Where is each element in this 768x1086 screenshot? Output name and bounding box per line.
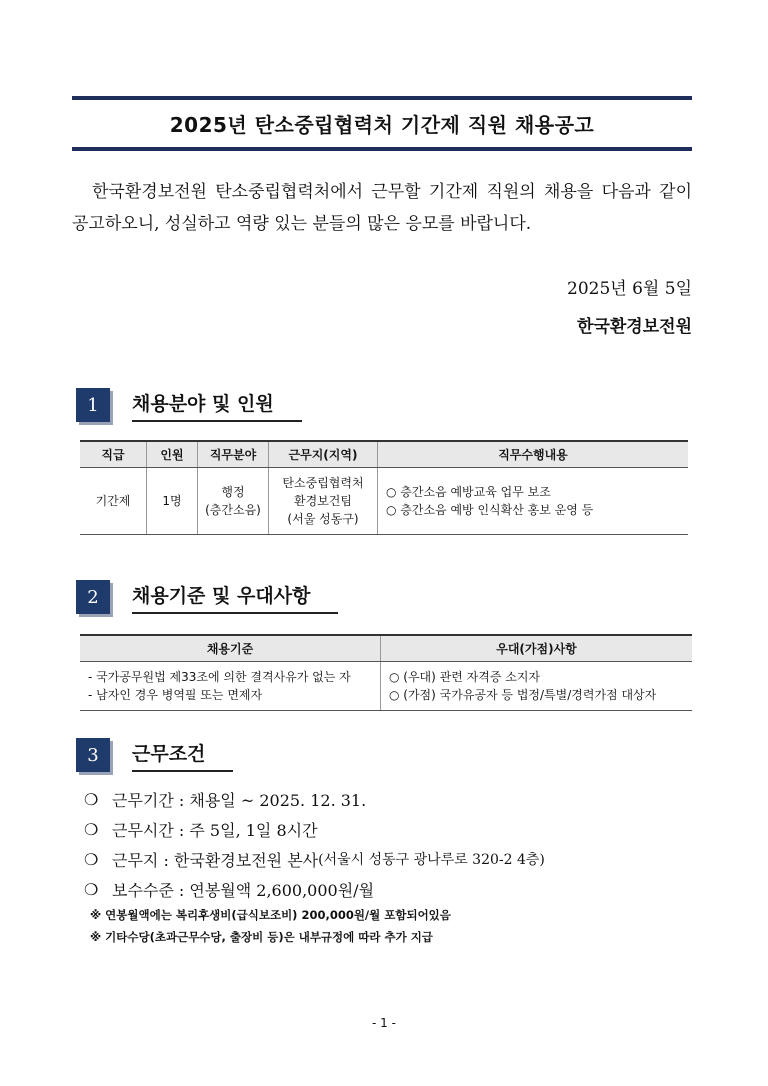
- page-number: - 1 -: [372, 1016, 396, 1030]
- table-header: 근무지(지역): [269, 441, 378, 468]
- note-item: ※ 기타수당(초과근무수당, 출장비 등)은 내부규정에 따라 추가 지급: [90, 930, 433, 944]
- list-item: [84, 784, 545, 814]
- preference-item: ○ (우대) 관련 자격증 소지자: [389, 670, 541, 684]
- section-title: 근무조건: [132, 739, 233, 772]
- section-title: 채용분야 및 인원: [132, 389, 302, 422]
- table-header-row: [80, 635, 692, 662]
- announcement-date: 2025년 6월 5일: [567, 279, 692, 299]
- condition-text: 근무지 : 한국환경보전원 본사: [112, 850, 319, 870]
- section-3-header: [76, 738, 233, 772]
- place-line: (서울 성동구): [287, 512, 359, 526]
- criteria-table: [80, 634, 692, 711]
- title-bottom-rule: [72, 147, 692, 151]
- page-title: 2025년 탄소중립협력처 기간제 직원 채용공고: [169, 113, 595, 137]
- table-header: 직급: [80, 441, 147, 468]
- title-block: [72, 96, 692, 151]
- circle-bullet-icon: ❍: [84, 879, 99, 899]
- table-header: 인원: [147, 441, 198, 468]
- preference-cell: [381, 662, 693, 711]
- table-header-row: [80, 441, 688, 468]
- table-header: 채용기준: [80, 635, 381, 662]
- criteria-item: - 남자인 경우 병역필 또는 면제자: [88, 688, 263, 702]
- section-2-header: [76, 580, 338, 614]
- note-item: ※ 연봉월액에는 복리후생비(급식보조비) 200,000원/월 포함되어있음: [90, 908, 451, 922]
- duties-cell: [378, 468, 689, 535]
- work-conditions-list: [84, 784, 545, 904]
- criteria-item: - 국가공무원법 제33조에 의한 결격사유가 없는 자: [88, 670, 351, 684]
- list-item: [84, 814, 545, 844]
- section-title: 채용기준 및 우대사항: [132, 581, 338, 614]
- organization-name: 한국환경보전원: [577, 317, 692, 337]
- criteria-cell: [80, 662, 381, 711]
- notes: [90, 904, 451, 948]
- field-line: 행정: [221, 485, 245, 499]
- preference-item: ○ (가점) 국가유공자 등 법정/특별/경력가점 대상자: [389, 688, 657, 702]
- address-text: (서울시 성동구 광나루로 320-2 4층): [318, 852, 545, 868]
- table-row: [80, 468, 688, 535]
- table-header: 직무수행내용: [378, 441, 689, 468]
- count-cell: 1명: [147, 468, 198, 535]
- place-line: 환경보건팀: [294, 494, 352, 508]
- table-row: [80, 662, 692, 711]
- field-cell: [198, 468, 269, 535]
- rank-cell: 기간제: [80, 468, 147, 535]
- table-header: 직무분야: [198, 441, 269, 468]
- place-line: 탄소중립협력처: [282, 476, 364, 490]
- section-number: 1: [76, 388, 110, 422]
- table-header: 우대(가점)사항: [381, 635, 693, 662]
- section-number: 3: [76, 738, 110, 772]
- section-number: 2: [76, 580, 110, 614]
- circle-bullet-icon: ❍: [84, 849, 99, 869]
- intro-paragraph: 한국환경보전원 탄소중립협력처에서 근무할 기간제 직원의 채용을 다음과 같이 공고하오니, 성실하고 역량 있는 분들의 많은 응모를 바랍니다.: [72, 182, 692, 234]
- circle-bullet-icon: ❍: [84, 819, 99, 839]
- list-item: [84, 874, 545, 904]
- condition-text: 근무기간 : 채용일 ~ 2025. 12. 31.: [112, 790, 367, 810]
- field-line: (층간소음): [205, 503, 261, 517]
- list-item: [84, 844, 545, 874]
- place-cell: [269, 468, 378, 535]
- condition-text: 보수수준 : 연봉월액 2,600,000원/월: [112, 880, 375, 900]
- duty-item: ○ 층간소음 예방 인식확산 홍보 운영 등: [386, 503, 594, 517]
- section-1-header: [76, 388, 302, 422]
- circle-bullet-icon: ❍: [84, 789, 99, 809]
- duty-item: ○ 층간소음 예방교육 업무 보조: [386, 485, 551, 499]
- positions-table: [80, 440, 688, 535]
- condition-text: 근무시간 : 주 5일, 1일 8시간: [112, 820, 318, 840]
